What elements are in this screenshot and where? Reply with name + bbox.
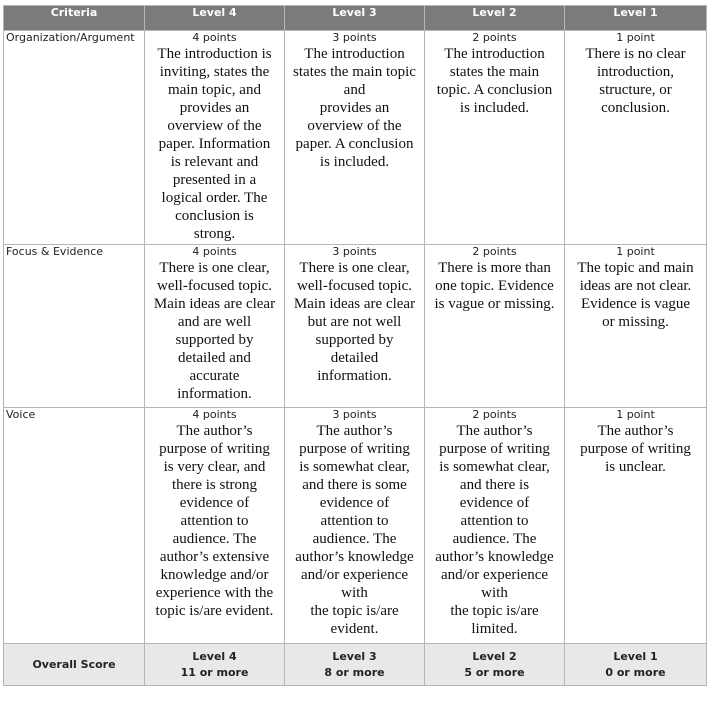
cell-description: The author’s purpose of writing is somewhat clear, and there is some evidence of attention to audience. The author’s knowledge and/or experience with the topic is/are evident. (295, 423, 414, 637)
rubric-cell (565, 245, 707, 408)
cell-description: The introduction is inviting, states the main topic, and provides an overview of the paper. Information is relevant and presented in a logical order. The conclusion is strong. (157, 46, 272, 242)
header-criteria: Criteria (4, 6, 145, 31)
overall-score-cell (425, 644, 565, 686)
points-label: 1 point (616, 31, 655, 44)
points-label: 1 point (616, 408, 655, 421)
row-organization-argument (4, 31, 707, 245)
points-label: 3 points (332, 31, 377, 44)
row-focus-evidence (4, 245, 707, 408)
rubric-cell (145, 408, 285, 644)
header-level-2: Level 2 (425, 6, 565, 31)
points-label: 3 points (332, 245, 377, 258)
rubric-table (3, 5, 707, 686)
rubric-cell (285, 245, 425, 408)
criterion-label: Organization/Argument (4, 31, 145, 245)
overall-score-cell (145, 644, 285, 686)
rubric-cell (145, 245, 285, 408)
overall-level: Level 4 (192, 649, 237, 663)
cell-description: There is more than one topic. Evidence is vague or missing. (434, 260, 555, 312)
cell-description: The introduction states the main topic and provides an overview of the paper. A conclusion is included. (293, 46, 416, 170)
cell-description: There is no clear introduction, structure, or conclusion. (585, 46, 686, 116)
header-level-1: Level 1 (565, 6, 707, 31)
overall-range: 8 or more (324, 665, 385, 679)
points-label: 2 points (472, 31, 517, 44)
points-label: 3 points (332, 408, 377, 421)
cell-description: The introduction states the main topic. A conclusion is included. (436, 46, 553, 116)
points-label: 4 points (192, 408, 237, 421)
rubric-cell (565, 408, 707, 644)
cell-description: The author’s purpose of writing is very clear, and there is strong evidence of attention to audience. The author’s extensive knowledge and/or experience with the topic is/are evident. (155, 423, 274, 619)
rubric-cell (285, 31, 425, 245)
rubric-cell (425, 408, 565, 644)
rubric-cell (145, 31, 285, 245)
overall-range: 11 or more (180, 665, 249, 679)
rubric-cell (425, 245, 565, 408)
rubric-cell (565, 31, 707, 245)
points-label: 2 points (472, 245, 517, 258)
overall-level: Level 1 (613, 649, 658, 663)
cell-description: The author’s purpose of writing is unclear. (580, 423, 691, 475)
overall-score-label: Overall Score (4, 644, 145, 686)
points-label: 2 points (472, 408, 517, 421)
overall-range: 0 or more (605, 665, 666, 679)
cell-description: There is one clear, well-focused topic. Main ideas are clear and are well supported by detailed and accurate information. (153, 260, 276, 402)
cell-description: The author’s purpose of writing is somewhat clear, and there is evidence of attention to audience. The author’s knowledge and/or experience with the topic is/are limited. (435, 423, 554, 637)
cell-description: The topic and main ideas are not clear. Evidence is vague or missing. (577, 260, 694, 330)
points-label: 4 points (192, 31, 237, 44)
overall-level: Level 3 (332, 649, 377, 663)
overall-score-row (4, 644, 707, 686)
criterion-label: Focus & Evidence (4, 245, 145, 408)
points-label: 1 point (616, 245, 655, 258)
header-level-4: Level 4 (145, 6, 285, 31)
header-level-3: Level 3 (285, 6, 425, 31)
rubric-cell (425, 31, 565, 245)
points-label: 4 points (192, 245, 237, 258)
overall-score-cell (285, 644, 425, 686)
overall-range: 5 or more (464, 665, 525, 679)
row-voice (4, 408, 707, 644)
criterion-label: Voice (4, 408, 145, 644)
cell-description: There is one clear, well-focused topic. Main ideas are clear but are not well supported by detailed information. (293, 260, 416, 384)
overall-score-cell (565, 644, 707, 686)
overall-level: Level 2 (472, 649, 517, 663)
rubric-cell (285, 408, 425, 644)
header-row (4, 6, 707, 31)
